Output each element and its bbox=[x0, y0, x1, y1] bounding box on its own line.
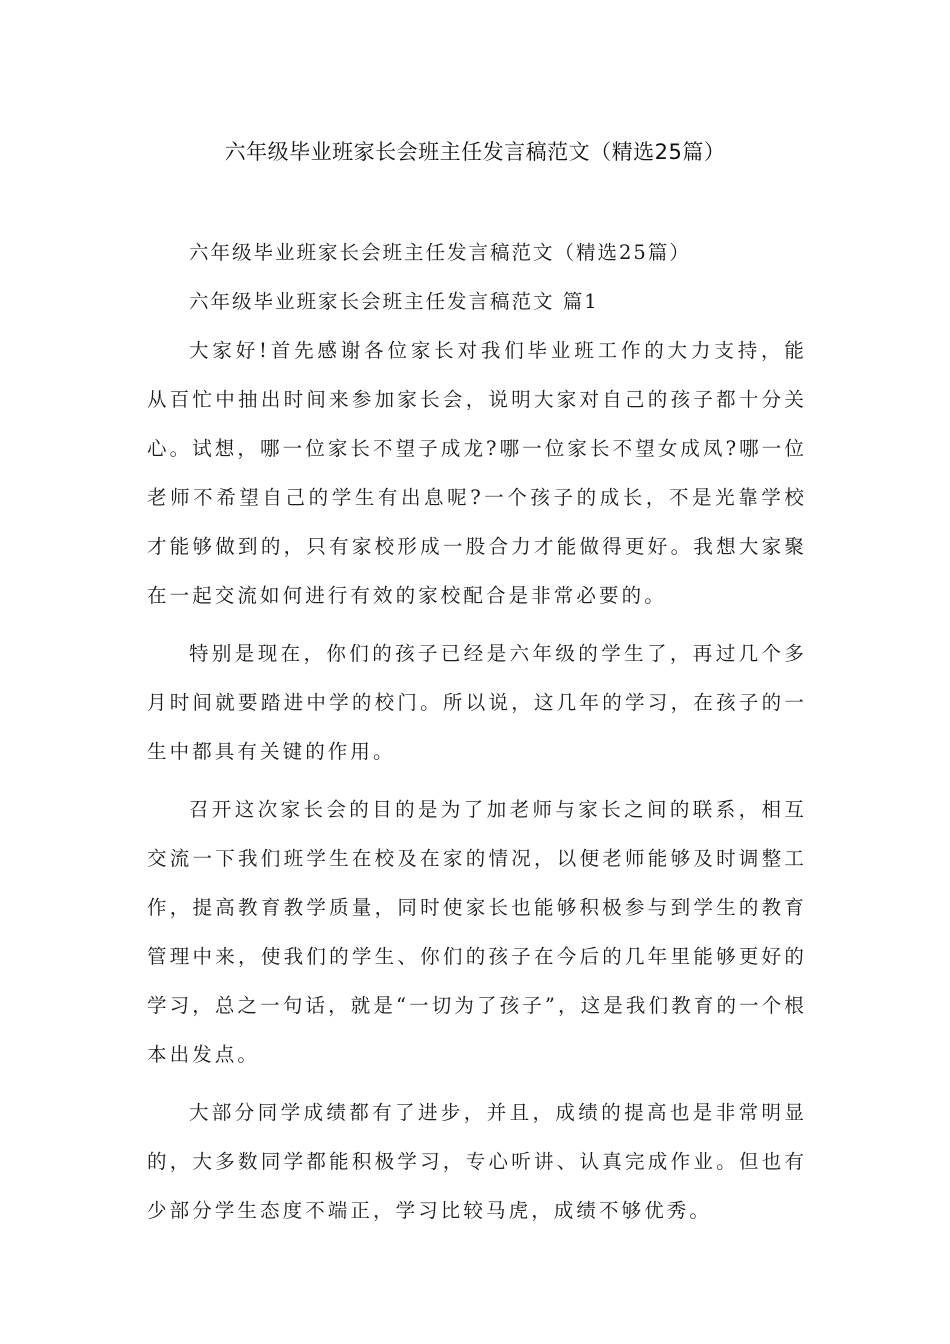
paragraph: 大家好!首先感谢各位家长对我们毕业班工作的大力支持，能从百忙中抽出时间来参加家长会，说明大家对自己的孩子都十分关心。试想，哪一位家长不望子成龙?哪一位家长不望女成凤?哪一位老师不希望自己的学生有出息呢?一个孩子的成长，不是光靠学校才能够做到的，只有家校形成一股合力才能做得更好。我想大家聚在一起交流如何进行有效的家校配合是非常必要的。 bbox=[147, 339, 807, 607]
document-title: 六年级毕业班家长会班主任发言稿范文（精选25篇） bbox=[224, 140, 726, 164]
paragraph: 大部分同学成绩都有了进步，并且，成绩的提高也是非常明显的，大多数同学都能积极学习，专心听讲、认真完成作业。但也有少部分学生态度不端正，学习比较马虎，成绩不够优秀。 bbox=[147, 1101, 807, 1222]
paragraph: 特别是现在，你们的孩子已经是六年级的学生了，再过几个多月时间就要踏进中学的校门。所以说，这几年的学习，在孩子的一生中都具有关键的作用。 bbox=[147, 642, 807, 763]
paragraph: 召开这次家长会的目的是为了加老师与家长之间的联系，相互交流一下我们班学生在校及在家的情况，以便老师能够及时调整工作，提高教育教学质量，同时使家长也能够积极参与到学生的教育管理中来，使我们的学生、你们的孩子在今后的几年里能够更好的学习，总之一句话，就是“一切为了孩子”，这是我们教育的一个根本出发点。 bbox=[147, 798, 807, 1066]
document-subtitle: 六年级毕业班家长会班主任发言稿范文（精选25篇） bbox=[189, 241, 691, 264]
section-heading: 六年级毕业班家长会班主任发言稿范文 篇1 bbox=[189, 290, 599, 313]
document-body bbox=[147, 228, 807, 1244]
